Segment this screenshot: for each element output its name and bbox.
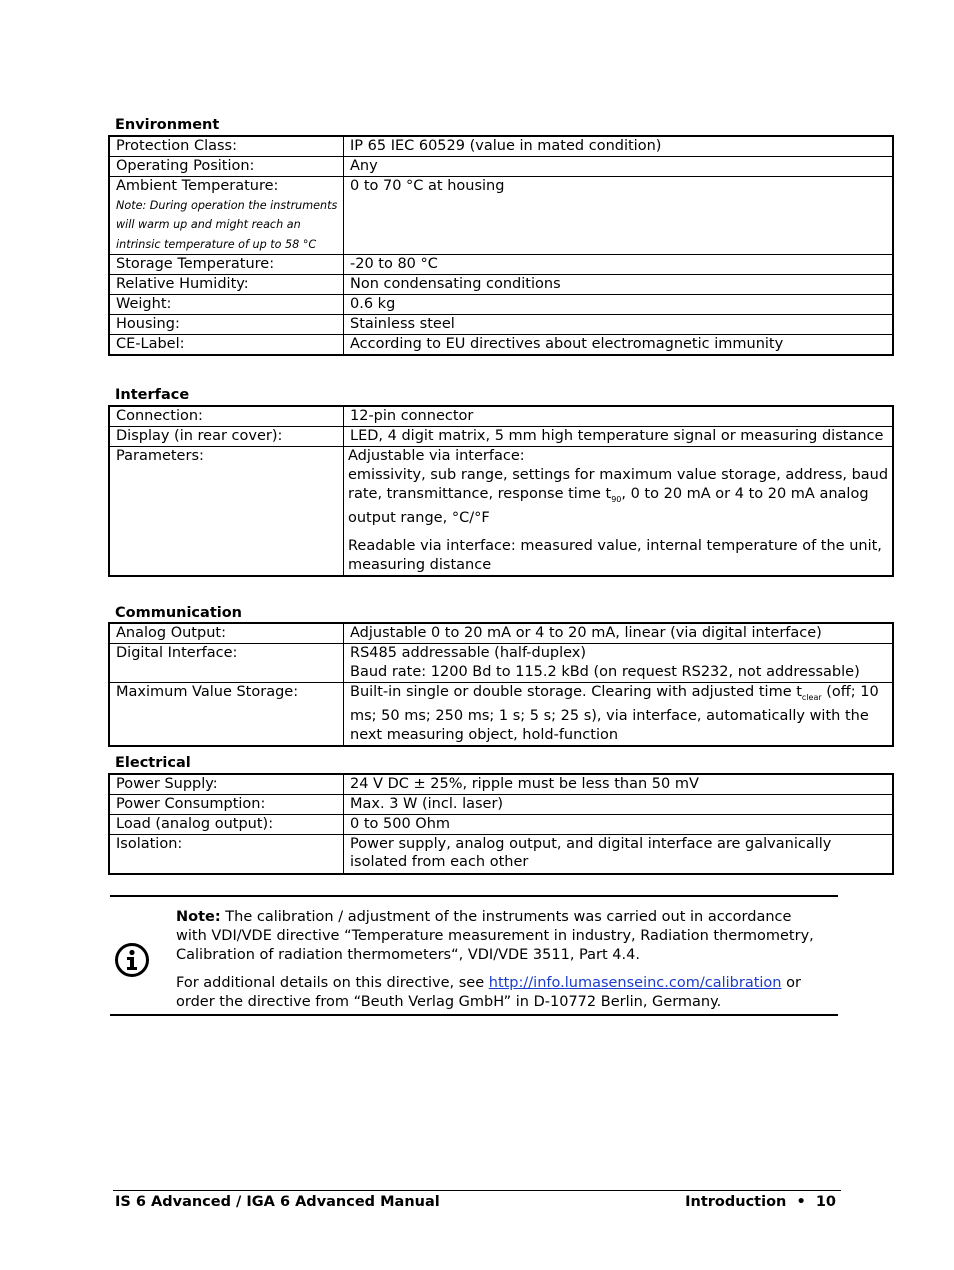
section-title-electrical: Electrical (115, 755, 191, 771)
parameters-list-text-cont: , 0 to 20 mA or 4 to 20 mA analog output range, °C/°F (348, 486, 869, 526)
display-value: LED, 4 digit matrix, 5 mm high temperature signal or measuring distance (344, 427, 894, 447)
power-supply-label: Power Supply: (109, 774, 344, 795)
power-consumption-value: Max. 3 W (incl. laser) (344, 795, 894, 815)
max-value-text-cont: (off; 10 ms; 50 ms; 250 ms; 1 s; 5 s; 25 s), via interface, automatically with the next measuring object, hold-function (350, 684, 879, 743)
digital-interface-line1: RS485 addressable (half-duplex) (350, 645, 587, 661)
environment-table (108, 135, 894, 356)
operating-position-label: Operating Position: (109, 157, 344, 177)
table-row (109, 774, 893, 795)
table-row (109, 157, 893, 177)
table-row (109, 334, 893, 355)
weight-value: 0.6 kg (344, 294, 894, 314)
spacer (348, 528, 892, 537)
max-value-storage-value (344, 683, 894, 746)
table-row (109, 644, 893, 683)
relative-humidity-label: Relative Humidity: (109, 274, 344, 294)
table-row (109, 274, 893, 294)
section-title-communication: Communication (115, 605, 243, 621)
parameters-label: Parameters: (109, 447, 344, 576)
info-icon (114, 942, 150, 978)
power-supply-value: 24 V DC ± 25%, ripple must be less than 50 mV (344, 774, 894, 795)
housing-value: Stainless steel (344, 314, 894, 334)
analog-output-value: Adjustable 0 to 20 mA or 4 to 20 mA, linear (via digital interface) (344, 623, 894, 644)
calibration-note (110, 895, 838, 1016)
table-row (109, 254, 893, 274)
load-label: Load (analog output): (109, 815, 344, 835)
max-value-text: Built-in single or double storage. Clearing with adjusted time t (350, 684, 802, 700)
parameters-value (344, 447, 894, 576)
connection-label: Connection: (109, 406, 344, 427)
storage-temperature-value: -20 to 80 °C (344, 254, 894, 274)
note-paragraph-2 (176, 974, 826, 1012)
note-paragraph-1 (176, 908, 826, 965)
table-row (109, 623, 893, 644)
note-order-text: or order the directive from “Beuth Verlag GmbH” in D-10772 Berlin, Germany. (176, 975, 801, 1010)
power-consumption-label: Power Consumption: (109, 795, 344, 815)
max-value-subscript: clear (801, 692, 822, 702)
table-row (109, 683, 893, 746)
ambient-temperature-value: 0 to 70 °C at housing (344, 177, 894, 255)
parameters-list-text: emissivity, sub range, settings for maximum value storage, address, baud rate, transmittance, response time t (348, 467, 889, 502)
footer-manual-title: IS 6 Advanced / IGA 6 Advanced Manual (115, 1194, 440, 1210)
interface-table (108, 405, 894, 577)
note-details-text: For additional details on this directive, see (176, 975, 489, 991)
table-row (109, 447, 893, 576)
digital-interface-value (344, 644, 894, 683)
storage-temperature-label: Storage Temperature: (109, 254, 344, 274)
note-body: The calibration / adjustment of the instruments was carried out in accordance with VDI/VDE directive “Temperature measurement in industry, Radiation thermometry, Calibration of radiation thermometers“, VDI/VDE 3511, Part 4.4. (176, 909, 814, 963)
weight-label: Weight: (109, 294, 344, 314)
table-row (109, 136, 893, 157)
calibration-link[interactable]: http://info.lumasenseinc.com/calibration (488, 975, 782, 991)
ce-label-label: CE-Label: (109, 334, 344, 355)
electrical-table (108, 773, 894, 875)
communication-table (108, 622, 894, 747)
housing-label: Housing: (109, 314, 344, 334)
load-value: 0 to 500 Ohm (344, 815, 894, 835)
note-label: Note: (176, 909, 221, 925)
table-row (109, 427, 893, 447)
table-row (109, 406, 893, 427)
section-title-environment: Environment (115, 117, 220, 133)
table-row (109, 314, 893, 334)
protection-class-label: Protection Class: (109, 136, 344, 157)
parameters-adjustable-list (348, 466, 892, 528)
isolation-label: Isolation: (109, 835, 344, 875)
parameters-subscript: 90 (611, 494, 622, 504)
ambient-temperature-cell (109, 177, 344, 255)
table-row (109, 795, 893, 815)
ce-label-value: According to EU directives about electromagnetic immunity (344, 334, 894, 355)
connection-value: 12-pin connector (344, 406, 894, 427)
footer-page-number: Introduction • 10 (685, 1194, 836, 1210)
ambient-temperature-label: Ambient Temperature: (116, 178, 279, 194)
table-row (109, 294, 893, 314)
relative-humidity-value: Non condensating conditions (344, 274, 894, 294)
parameters-readable: Readable via interface: measured value, internal temperature of the unit, measuring distance (348, 537, 882, 573)
digital-interface-line2: Baud rate: 1200 Bd to 115.2 kBd (on request RS232, not addressable) (350, 664, 860, 680)
analog-output-label: Analog Output: (109, 623, 344, 644)
section-title-interface: Interface (115, 387, 190, 403)
digital-interface-label: Digital Interface: (109, 644, 344, 683)
isolation-value: Power supply, analog output, and digital interface are galvanically isolated from each other (344, 835, 894, 875)
max-value-storage-label: Maximum Value Storage: (109, 683, 344, 746)
table-row (109, 815, 893, 835)
note-text (176, 908, 826, 1021)
parameters-adjustable-heading: Adjustable via interface: (348, 448, 525, 464)
table-row (109, 177, 893, 255)
operating-position-value: Any (344, 157, 894, 177)
display-label: Display (in rear cover): (109, 427, 344, 447)
table-row (109, 835, 893, 875)
protection-class-value: IP 65 IEC 60529 (value in mated condition) (344, 136, 894, 157)
ambient-temperature-note: Note: During operation the instruments will warm up and might reach an intrinsic temperature of up to 58 °C (116, 199, 338, 251)
footer-divider (113, 1190, 841, 1191)
